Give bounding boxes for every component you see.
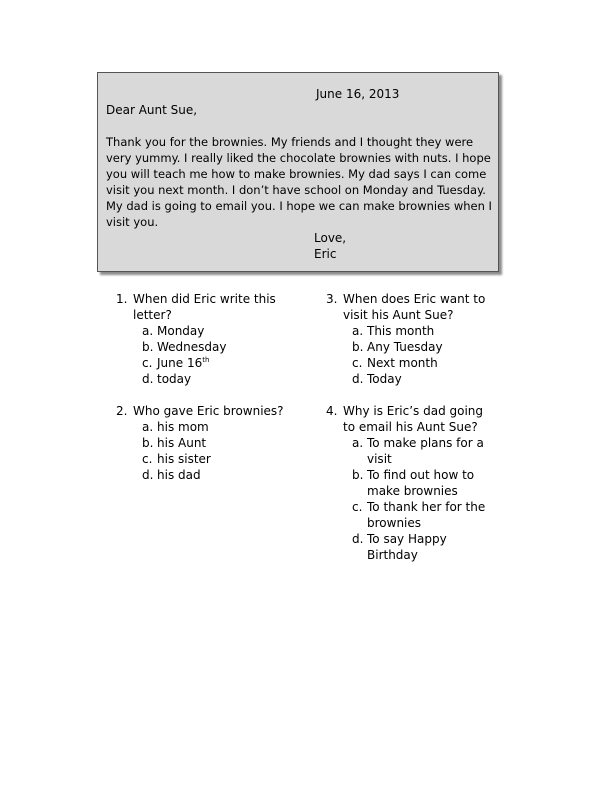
- option-letter: d.: [142, 468, 154, 482]
- option-text: his mom: [157, 420, 209, 434]
- answer-option[interactable]: [142, 339, 286, 355]
- option-superscript: th: [202, 356, 210, 364]
- option-letter: c.: [352, 500, 363, 514]
- option-letter: a.: [352, 324, 364, 338]
- answer-option[interactable]: [352, 323, 496, 339]
- option-letter: c.: [142, 452, 153, 466]
- option-text: his dad: [157, 468, 201, 482]
- answer-options: [326, 435, 496, 563]
- letter-date: June 16, 2013: [316, 87, 400, 101]
- answer-option[interactable]: [142, 323, 286, 339]
- option-text: Any Tuesday: [367, 340, 443, 354]
- option-text: Wednesday: [157, 340, 227, 354]
- option-letter: a.: [142, 420, 154, 434]
- answer-option[interactable]: [352, 339, 496, 355]
- answer-option[interactable]: [142, 435, 286, 451]
- answer-options: [326, 323, 496, 387]
- option-letter: b.: [352, 468, 364, 482]
- answer-options: [116, 419, 286, 483]
- answer-option[interactable]: [352, 435, 496, 467]
- question-2: [116, 403, 286, 483]
- letter-closing: Love,: [314, 231, 347, 245]
- option-text: his sister: [157, 452, 211, 466]
- option-text: Today: [367, 372, 402, 386]
- option-letter: a.: [142, 324, 154, 338]
- answer-options: [116, 323, 286, 387]
- option-text: To make plans for a visit: [367, 436, 484, 466]
- answer-option[interactable]: [142, 451, 286, 467]
- option-letter: c.: [352, 356, 363, 370]
- option-letter: d.: [352, 372, 364, 386]
- letter-signature: Eric: [314, 247, 337, 261]
- answer-option[interactable]: [352, 467, 496, 499]
- question-number: 2.: [116, 404, 128, 418]
- question-3: [326, 291, 496, 387]
- answer-option[interactable]: [352, 371, 496, 387]
- question-number: 3.: [326, 292, 338, 306]
- option-text: June 16: [157, 356, 203, 370]
- answer-option[interactable]: [352, 531, 496, 563]
- option-text: To say Happy Birthday: [367, 532, 447, 562]
- question-number: 1.: [116, 292, 128, 306]
- option-text: Monday: [157, 324, 205, 338]
- question-1: [116, 291, 286, 387]
- option-text: his Aunt: [157, 436, 207, 450]
- letter-body: Thank you for the brownies. My friends and I thought they were very yummy. I really liked the chocolate brownies with nuts. I hope you will teach me how to make brownies. My dad says I can come visit you next month. I don’t have school on Monday and Tuesday. My dad is going to email you. I hope we can make brownies when I visit you.: [106, 135, 492, 229]
- option-letter: d.: [142, 372, 154, 386]
- option-letter: b.: [142, 340, 154, 354]
- option-letter: b.: [352, 340, 364, 354]
- option-letter: d.: [352, 532, 364, 546]
- answer-option[interactable]: [142, 355, 286, 371]
- option-letter: b.: [142, 436, 154, 450]
- answer-option[interactable]: [352, 355, 496, 371]
- question-text: Who gave Eric brownies?: [133, 404, 284, 418]
- option-text: To thank her for the brownies: [367, 500, 486, 530]
- answer-option[interactable]: [142, 467, 286, 483]
- letter-box: [97, 72, 499, 272]
- question-text: When did Eric write this letter?: [133, 292, 276, 322]
- option-text: This month: [367, 324, 435, 338]
- answer-option[interactable]: [142, 371, 286, 387]
- letter-greeting: Dear Aunt Sue,: [106, 103, 198, 117]
- option-text: Next month: [367, 356, 438, 370]
- question-text: When does Eric want to visit his Aunt Sue?: [343, 292, 486, 322]
- option-text: To find out how to make brownies: [367, 468, 475, 498]
- option-letter: a.: [352, 436, 364, 450]
- question-4: [326, 403, 496, 563]
- answer-option[interactable]: [142, 419, 286, 435]
- question-number: 4.: [326, 404, 338, 418]
- option-letter: c.: [142, 356, 153, 370]
- option-text: today: [157, 372, 192, 386]
- answer-option[interactable]: [352, 499, 496, 531]
- question-text: Why is Eric’s dad going to email his Aunt Sue?: [343, 404, 484, 434]
